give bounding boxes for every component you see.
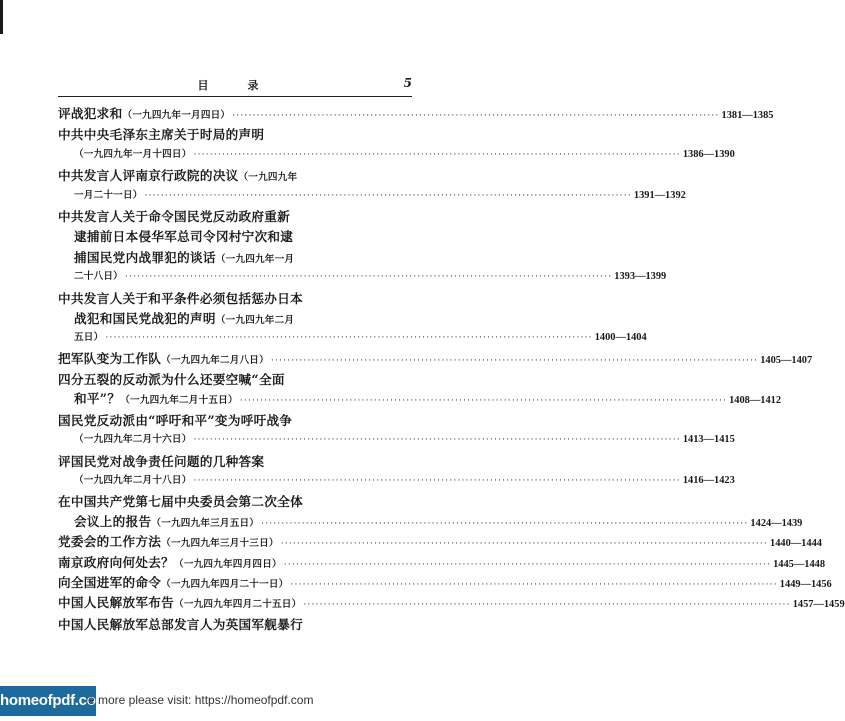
toc-title: 党委会的工作方法 bbox=[58, 534, 162, 550]
toc-page-range: 1445—1448 bbox=[773, 558, 826, 570]
toc-dot-leader: ························································································································ bbox=[193, 435, 681, 446]
toc-date: （一九四九年二月八日） bbox=[161, 354, 269, 366]
toc-page-range: 1416—1423 bbox=[682, 475, 735, 487]
toc-page-range: 1386—1390 bbox=[682, 148, 735, 160]
toc-title: 四分五裂的反动派为什么还要空喊“全面 bbox=[58, 372, 285, 388]
toc-line bbox=[58, 532, 822, 552]
toc-dot-leader: ························································································································ bbox=[283, 559, 772, 570]
toc-line bbox=[58, 267, 667, 287]
page-header bbox=[58, 76, 412, 97]
toc-line bbox=[58, 104, 774, 124]
toc-date: （一九四九年一月 bbox=[215, 253, 295, 265]
toc-date: （一九四九年四月二十一日） bbox=[161, 578, 289, 590]
toc-dot-leader: ························································································································ bbox=[193, 476, 681, 487]
toc-title: 战犯和国民党战犯的声明 bbox=[74, 310, 216, 326]
toc-date: （一九四九年二月十六日） bbox=[74, 434, 192, 446]
toc-title: 把军队变为工作队 bbox=[58, 350, 162, 366]
toc-date: 一月二十一日） bbox=[74, 189, 143, 201]
toc-date: （一九四九年一月四日） bbox=[122, 110, 231, 121]
toc-dot-leader: ························································································································ bbox=[270, 355, 759, 366]
toc-page-range: 1457—1459 bbox=[792, 599, 845, 611]
toc-title: 南京政府向何处去？ bbox=[58, 554, 175, 570]
toc-line bbox=[58, 573, 832, 593]
toc-line bbox=[58, 288, 412, 308]
toc-date: （一九四九年一月十四日） bbox=[74, 148, 192, 160]
toc-dot-leader: ························································································································ bbox=[193, 149, 681, 160]
toc-page-range: 1413—1415 bbox=[682, 434, 735, 446]
toc-page-range: 1424—1439 bbox=[750, 517, 803, 529]
toc-line bbox=[58, 206, 412, 226]
toc-title: 评国民党对战争责任问题的几种答案 bbox=[58, 453, 265, 469]
toc-line bbox=[58, 186, 686, 206]
toc-line bbox=[58, 124, 412, 144]
toc-dot-leader: ························································································································ bbox=[105, 333, 593, 344]
toc-line bbox=[58, 553, 826, 573]
toc-dot-leader: ························································································································ bbox=[280, 539, 768, 550]
toc-line bbox=[58, 410, 412, 430]
toc-dot-leader: ························································································································ bbox=[261, 518, 749, 529]
toc-page-range: 1391—1392 bbox=[633, 189, 686, 201]
toc-line bbox=[58, 491, 412, 511]
toc-page-range: 1440—1444 bbox=[770, 538, 822, 550]
table-of-contents bbox=[58, 104, 845, 634]
toc-page-range: 1405—1407 bbox=[760, 354, 813, 366]
toc-title: 中共发言人评南京行政院的决议 bbox=[58, 168, 239, 184]
toc-page-range: 1408—1412 bbox=[729, 395, 782, 407]
toc-date: （一九四九年四月四日） bbox=[174, 558, 282, 570]
toc-page-range: 1400—1404 bbox=[594, 332, 647, 344]
toc-title: 在中国共产党第七届中央委员会第二次全体 bbox=[58, 494, 303, 510]
toc-title: 捕国民党内战罪犯的谈话 bbox=[74, 249, 216, 265]
toc-line bbox=[58, 471, 735, 491]
toc-line bbox=[58, 614, 412, 634]
toc-title: 向全国进军的命令 bbox=[58, 574, 162, 590]
toc-date: （一九四九年二月十五日） bbox=[120, 395, 238, 407]
toc-date: （一九四九年三月十三日） bbox=[161, 538, 279, 550]
toc-date: 二十八日） bbox=[74, 271, 123, 283]
toc-line bbox=[58, 451, 412, 471]
toc-line bbox=[58, 247, 412, 267]
toc-dot-leader: ························································································································ bbox=[303, 600, 791, 611]
toc-page-range: 1449—1456 bbox=[779, 578, 832, 590]
toc-line bbox=[58, 349, 813, 369]
watermark-logo[interactable]: homeofpdf.com bbox=[0, 686, 96, 716]
watermark-bar bbox=[0, 686, 472, 716]
toc-line bbox=[58, 512, 803, 532]
toc-dot-leader: ························································································································ bbox=[290, 579, 778, 590]
toc-line bbox=[58, 308, 412, 328]
toc-date: （一九四九年二月十八日） bbox=[74, 475, 192, 487]
toc-title: 评战犯求和 bbox=[58, 106, 123, 121]
binding-mark bbox=[0, 0, 3, 34]
toc-title: 国民党反动派由“呼吁和平”变为呼吁战争 bbox=[58, 412, 293, 428]
toc-title: 和平”？ bbox=[74, 391, 121, 407]
toc-line bbox=[58, 226, 412, 246]
toc-dot-leader: ························································································································ bbox=[239, 396, 728, 407]
toc-title: 会议上的报告 bbox=[74, 513, 152, 529]
toc-title: 逮捕前日本侵华军总司令冈村宁次和逮 bbox=[74, 229, 294, 245]
toc-dot-leader: ························································································································ bbox=[144, 190, 632, 201]
toc-dot-leader: ························································································································ bbox=[232, 111, 720, 121]
toc-line bbox=[58, 593, 845, 613]
toc-title: 中共发言人关于命令国民党反动政府重新 bbox=[58, 208, 291, 224]
toc-date: （一九四九年四月二十五日） bbox=[174, 599, 302, 611]
toc-title: 中国人民解放军布告 bbox=[58, 595, 175, 611]
toc-title: 中国人民解放军总部发言人为英国军舰暴行 bbox=[58, 616, 303, 632]
toc-page-range: 1393—1399 bbox=[614, 271, 667, 283]
page-title: 目 录 bbox=[197, 79, 273, 92]
toc-title: 中共发言人关于和平条件必须包括惩办日本 bbox=[58, 290, 303, 306]
toc-line bbox=[58, 389, 782, 409]
toc-dot-leader: ························································································································ bbox=[124, 272, 613, 283]
toc-line bbox=[58, 430, 735, 450]
toc-line bbox=[58, 145, 735, 165]
toc-page-range: 1381—1385 bbox=[721, 110, 774, 121]
page-number: 5 bbox=[403, 76, 412, 90]
toc-date: （一九四九年三月五日） bbox=[151, 517, 260, 529]
watermark-text[interactable]: e more please visit: https://homeofpdf.com bbox=[88, 693, 314, 707]
toc-line bbox=[58, 165, 412, 185]
toc-line bbox=[58, 369, 412, 389]
toc-date: （一九四九年 bbox=[238, 172, 298, 184]
toc-date: （一九四九年二月 bbox=[215, 314, 295, 326]
toc-line bbox=[58, 328, 647, 348]
toc-title: 中共中央毛泽东主席关于时局的声明 bbox=[58, 127, 265, 143]
toc-date: 五日） bbox=[74, 332, 104, 344]
